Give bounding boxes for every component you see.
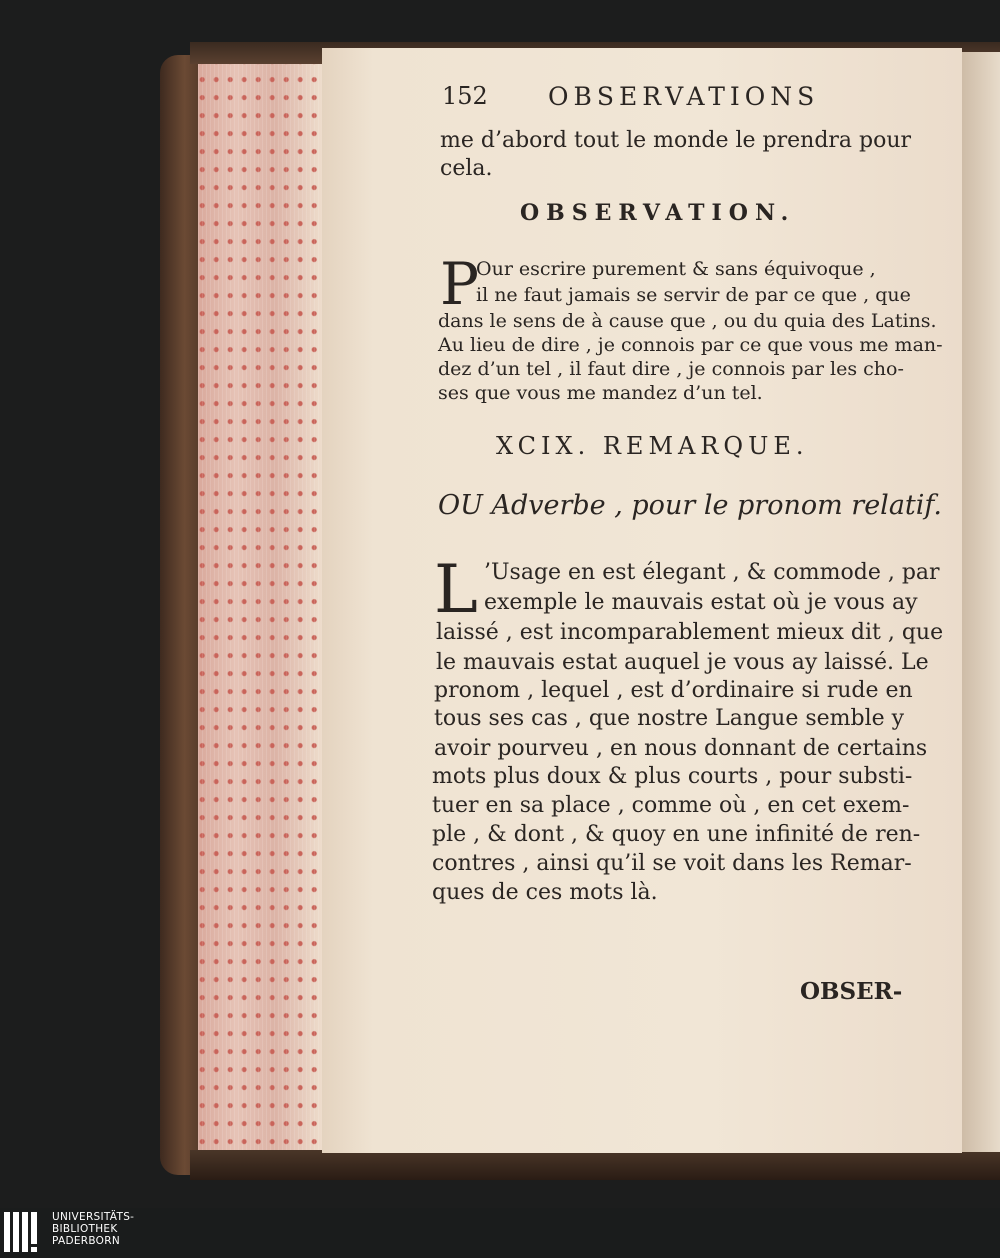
page-number: 152	[442, 82, 488, 110]
continuation-line: cela.	[440, 156, 493, 181]
observation-heading: OBSERVATION.	[520, 200, 796, 226]
page-edges	[198, 58, 326, 1153]
remarque-line: le mauvais estat auquel je vous ay laissé. Le	[436, 650, 929, 675]
drop-capital: P	[440, 250, 480, 318]
observation-line: dez d’un tel , il faut dire , je connois par les cho-	[438, 358, 904, 380]
drop-capital: L	[434, 551, 478, 628]
remarque-heading: XCIX. REMARQUE.	[496, 432, 809, 460]
continuation-line: me d’abord tout le monde le prendra pour	[440, 128, 912, 153]
library-name-line: PADERBORN	[52, 1235, 120, 1247]
remarque-line: contres , ainsi qu’il se voit dans les Remar-	[432, 851, 912, 876]
library-name-line: BIBLIOTHEK	[52, 1223, 118, 1235]
facing-page-edge	[960, 52, 1000, 1152]
remarque-subtitle: OU Adverbe , pour le pronom relatif.	[438, 490, 943, 521]
observation-line: Au lieu de dire , je connois par ce que vous me man-	[438, 334, 943, 356]
cover-bottom	[190, 1150, 1000, 1180]
remarque-line: pronom , lequel , est d’ordinaire si rude en	[434, 678, 913, 703]
library-name-line: UNIVERSITÄTS-	[52, 1211, 135, 1223]
remarque-line: ques de ces mots là.	[432, 880, 658, 905]
remarque-line: mots plus doux & plus courts , pour substi-	[432, 764, 913, 789]
remarque-line: avoir pourveu , en nous donnant de certains	[434, 736, 928, 761]
remarque-line: ple , & dont , & quoy en une infinité de ren-	[432, 822, 921, 847]
observation-line: ses que vous me mandez d’un tel.	[438, 382, 763, 404]
running-head: OBSERVATIONS	[548, 82, 820, 111]
remarque-line: tous ses cas , que nostre Langue semble y	[434, 706, 905, 731]
remarque-line: exemple le mauvais estat où je vous ay	[484, 590, 918, 615]
observation-line: il ne faut jamais se servir de par ce que , que	[476, 284, 911, 306]
observation-line: dans le sens de à cause que , ou du quia des Latins.	[438, 310, 937, 332]
library-logo-icon	[2, 1210, 46, 1254]
remarque-line: ’Usage en est élegant , & commode , par	[484, 560, 940, 585]
catchword: OBSER-	[800, 978, 903, 1005]
remarque-line: tuer en sa place , comme où , en cet exem-	[432, 793, 910, 818]
remarque-line: laissé , est incomparablement mieux dit , que	[436, 620, 944, 645]
observation-line: Our escrire purement & sans équivoque ,	[476, 258, 876, 280]
library-footer	[0, 1208, 1000, 1258]
